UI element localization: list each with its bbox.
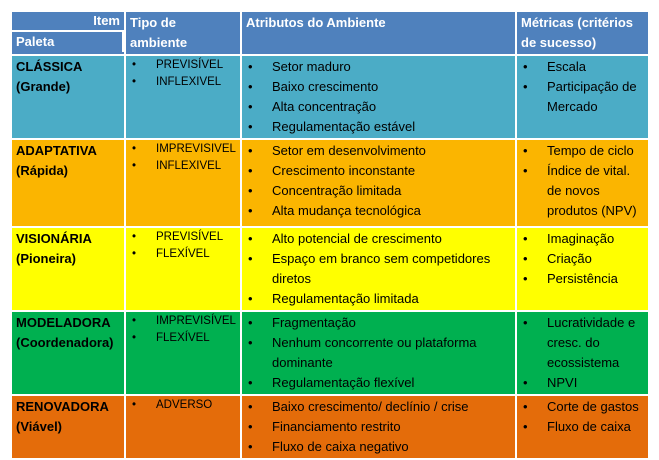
atributo-list <box>246 57 511 137</box>
table-row <box>11 55 649 139</box>
metrica-list <box>521 141 644 221</box>
atributo-list <box>246 141 511 221</box>
metrica-item: • Criação <box>521 249 644 269</box>
metrica-cell <box>516 311 649 395</box>
atributo-item: • Setor em desenvolvimento <box>246 141 511 161</box>
atributo-item: • Financiamento restrito <box>246 417 511 437</box>
palette-name: VISIONÁRIA <box>16 231 92 246</box>
tipo-list <box>130 313 236 347</box>
tipo-list <box>130 229 236 263</box>
header-metricas: Métricas (critérios de sucesso) <box>516 11 649 55</box>
table-row <box>11 227 649 311</box>
atributo-item: • Fluxo de caixa negativo <box>246 437 511 457</box>
metrica-item: • Persistência <box>521 269 644 289</box>
metrica-item: • Fluxo de caixa <box>521 417 644 437</box>
atributo-item: • Alta mudança tecnológica <box>246 201 511 221</box>
metrica-cell <box>516 395 649 459</box>
metrica-item: • Imaginação <box>521 229 644 249</box>
tipo-list <box>130 57 236 91</box>
table-row <box>11 395 649 459</box>
tipo-list <box>130 141 236 175</box>
metrica-item: • Tempo de ciclo <box>521 141 644 161</box>
atributo-item: • Espaço em branco sem competidores diretos <box>246 249 511 289</box>
atributo-item: • Alta concentração <box>246 97 511 117</box>
header-tipo: Tipo de ambiente <box>125 11 241 55</box>
palette-name: RENOVADORA <box>16 399 109 414</box>
tipo-item: • PREVISÍVEL <box>130 229 236 246</box>
tipo-cell <box>125 227 241 311</box>
atributo-list <box>246 313 511 393</box>
atributo-item: • Baixo crescimento/ declínio / crise <box>246 397 511 417</box>
metrica-item: • Corte de gastos <box>521 397 644 417</box>
tipo-cell <box>125 311 241 395</box>
tipo-list <box>130 397 236 414</box>
atributo-item: • Baixo crescimento <box>246 77 511 97</box>
tipo-cell <box>125 55 241 139</box>
metrica-cell <box>516 227 649 311</box>
palette-subtitle: (Pioneira) <box>16 251 76 266</box>
metrica-item: • Escala <box>521 57 644 77</box>
tipo-item: • IMPREVISÍVEL <box>130 313 236 330</box>
palette-name-cell <box>11 395 125 459</box>
table-row <box>11 311 649 395</box>
metrica-item: • Lucratividade e cresc. do ecossistema <box>521 313 644 373</box>
header-item: Item <box>93 13 120 28</box>
tipo-cell <box>125 139 241 227</box>
atributo-cell <box>241 395 516 459</box>
tipo-cell <box>125 395 241 459</box>
header-corner <box>11 11 125 55</box>
metrica-item: • Índice de vital. de novos produtos (NPV) <box>521 161 644 221</box>
strategy-palette-table <box>10 10 650 460</box>
atributo-item: • Concentração limitada <box>246 181 511 201</box>
table-row <box>11 139 649 227</box>
palette-name-cell <box>11 227 125 311</box>
palette-name: MODELADORA <box>16 315 111 330</box>
palette-name: CLÁSSICA <box>16 59 83 74</box>
atributo-cell <box>241 311 516 395</box>
metrica-cell <box>516 55 649 139</box>
metrica-cell <box>516 139 649 227</box>
palette-name-cell <box>11 55 125 139</box>
tipo-item: • PREVISÍVEL <box>130 57 236 74</box>
atributo-item: • Regulamentação estável <box>246 117 511 137</box>
palette-subtitle: (Viável) <box>16 419 63 434</box>
metrica-list <box>521 397 644 437</box>
metrica-item: • NPVI <box>521 373 644 393</box>
atributo-list <box>246 397 511 457</box>
metrica-list <box>521 229 644 289</box>
tipo-item: • INFLEXIVEL <box>130 74 236 91</box>
atributo-list <box>246 229 511 309</box>
header-paleta: Paleta <box>12 30 124 52</box>
palette-name-cell <box>11 311 125 395</box>
atributo-item: • Alto potencial de crescimento <box>246 229 511 249</box>
atributo-cell <box>241 55 516 139</box>
palette-subtitle: (Rápida) <box>16 163 68 178</box>
atributo-cell <box>241 139 516 227</box>
metrica-item: • Participação de Mercado <box>521 77 644 117</box>
palette-name: ADAPTATIVA <box>16 143 97 158</box>
atributo-item: • Fragmentação <box>246 313 511 333</box>
palette-subtitle: (Grande) <box>16 79 71 94</box>
tipo-item: • INFLEXIVEL <box>130 158 236 175</box>
palette-name-cell <box>11 139 125 227</box>
metrica-list <box>521 313 644 393</box>
atributo-item: • Regulamentação flexível <box>246 373 511 393</box>
atributo-item: • Nenhum concorrente ou plataforma dominante <box>246 333 511 373</box>
atributo-item: • Regulamentação limitada <box>246 289 511 309</box>
header-atributos: Atributos do Ambiente <box>241 11 516 55</box>
atributo-cell <box>241 227 516 311</box>
tipo-item: • FLEXÍVEL <box>130 246 236 263</box>
tipo-item: • IMPREVISIVEL <box>130 141 236 158</box>
tipo-item: • FLEXÍVEL <box>130 330 236 347</box>
tipo-item: • ADVERSO <box>130 397 236 414</box>
palette-subtitle: (Coordenadora) <box>16 335 114 350</box>
atributo-item: • Setor maduro <box>246 57 511 77</box>
header-row <box>11 11 649 55</box>
metrica-list <box>521 57 644 117</box>
atributo-item: • Crescimento inconstante <box>246 161 511 181</box>
